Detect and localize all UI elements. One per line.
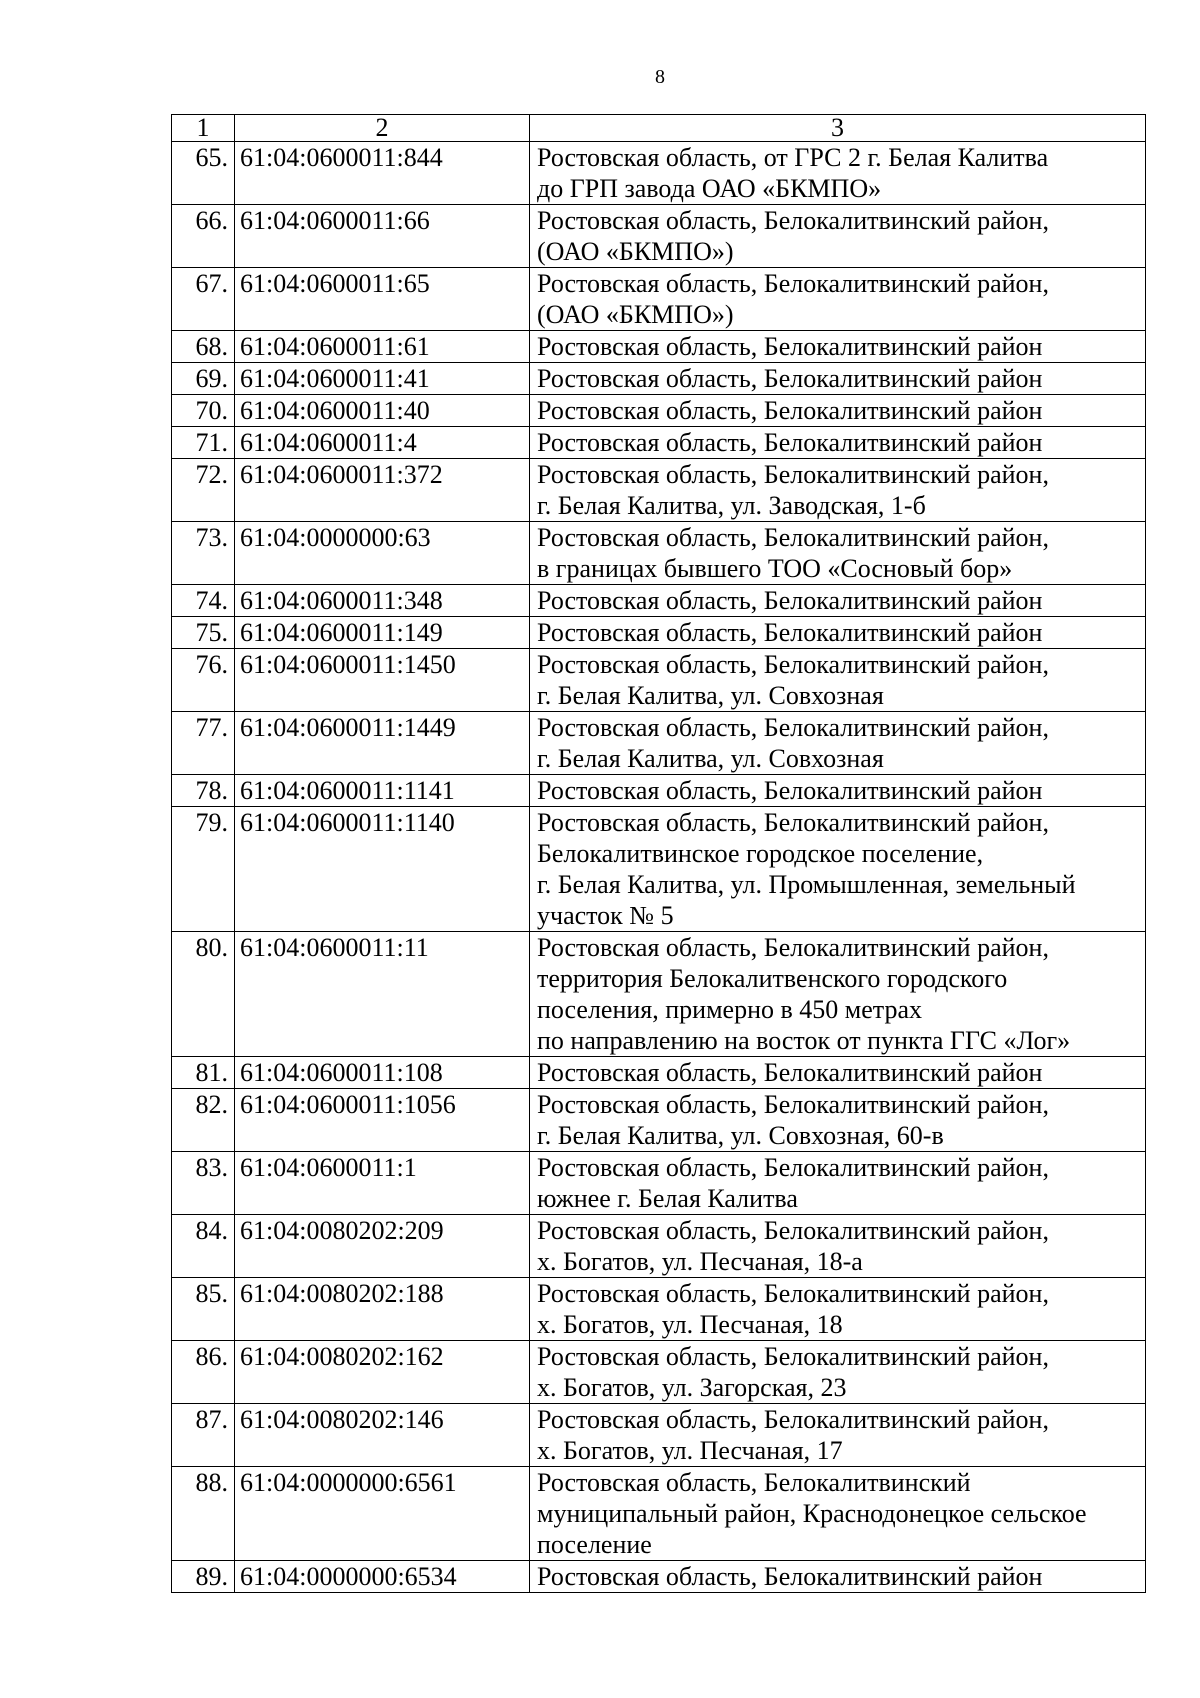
address-cell (530, 1341, 1146, 1404)
address-cell (530, 331, 1146, 363)
address-line: Ростовская область, Белокалитвинский район, (537, 933, 1049, 962)
address-cell (530, 427, 1146, 459)
cadastral-number: 61:04:0600011:40 (235, 395, 530, 427)
table-row (172, 1561, 1146, 1593)
address-cell (530, 932, 1146, 1057)
address-cell (530, 142, 1146, 205)
row-number: 68. (172, 331, 235, 363)
address-line: Ростовская область, Белокалитвинский район, (537, 1405, 1049, 1434)
address-line: Ростовская область, Белокалитвинский район (537, 396, 1043, 425)
row-number: 67. (172, 268, 235, 331)
table-row (172, 459, 1146, 522)
table-row (172, 268, 1146, 331)
table-row (172, 585, 1146, 617)
table-row (172, 363, 1146, 395)
row-number: 82. (172, 1089, 235, 1152)
address-line: г. Белая Калитва, ул. Промышленная, земельный (537, 870, 1076, 899)
row-number: 89. (172, 1561, 235, 1593)
table-row (172, 522, 1146, 585)
cadastral-number: 61:04:0600011:66 (235, 205, 530, 268)
row-number: 81. (172, 1057, 235, 1089)
cadastral-number: 61:04:0600011:4 (235, 427, 530, 459)
address-line: поселение (537, 1530, 652, 1559)
address-line: Ростовская область, Белокалитвинский район (537, 332, 1043, 361)
address-line: Ростовская область, Белокалитвинский район, (537, 713, 1049, 742)
row-number: 66. (172, 205, 235, 268)
address-cell (530, 1278, 1146, 1341)
table-row (172, 649, 1146, 712)
address-cell (530, 205, 1146, 268)
cadastral-number: 61:04:0080202:162 (235, 1341, 530, 1404)
address-line: Ростовская область, Белокалитвинский район (537, 776, 1043, 805)
address-line: Ростовская область, Белокалитвинский район, (537, 460, 1049, 489)
row-number: 77. (172, 712, 235, 775)
column-header-address: 3 (530, 115, 1146, 142)
address-line: г. Белая Калитва, ул. Совхозная (537, 681, 884, 710)
address-line: Ростовская область, Белокалитвинский район (537, 364, 1043, 393)
address-line: х. Богатов, ул. Песчаная, 17 (537, 1436, 843, 1465)
cadastral-number: 61:04:0600011:1141 (235, 775, 530, 807)
address-line: поселения, примерно в 450 метрах (537, 995, 922, 1024)
row-number: 75. (172, 617, 235, 649)
address-line: (ОАО «БКМПО») (537, 300, 734, 329)
table-row (172, 807, 1146, 932)
table-row (172, 617, 1146, 649)
address-line: х. Богатов, ул. Песчаная, 18 (537, 1310, 843, 1339)
cadastral-number: 61:04:0600011:348 (235, 585, 530, 617)
table-row (172, 395, 1146, 427)
row-number: 74. (172, 585, 235, 617)
table-row (172, 142, 1146, 205)
cadastral-number: 61:04:0600011:1140 (235, 807, 530, 932)
table-row (172, 1057, 1146, 1089)
column-header-cadastral-number: 2 (235, 115, 530, 142)
address-line: Ростовская область, Белокалитвинский район (537, 586, 1043, 615)
address-cell (530, 1057, 1146, 1089)
table-row (172, 205, 1146, 268)
address-line: в границах бывшего ТОО «Сосновый бор» (537, 554, 1013, 583)
cadastral-number: 61:04:0600011:844 (235, 142, 530, 205)
row-number: 86. (172, 1341, 235, 1404)
address-cell (530, 363, 1146, 395)
address-line: Ростовская область, Белокалитвинский район (537, 618, 1043, 647)
row-number: 65. (172, 142, 235, 205)
address-cell (530, 268, 1146, 331)
address-line: южнее г. Белая Калитва (537, 1184, 798, 1213)
address-line: х. Богатов, ул. Песчаная, 18-а (537, 1247, 863, 1276)
row-number: 87. (172, 1404, 235, 1467)
address-cell (530, 1404, 1146, 1467)
address-line: Ростовская область, Белокалитвинский район, (537, 269, 1049, 298)
address-line: Ростовская область, Белокалитвинский район (537, 428, 1043, 457)
table-row (172, 1278, 1146, 1341)
address-cell (530, 1561, 1146, 1593)
table-row (172, 1089, 1146, 1152)
row-number: 85. (172, 1278, 235, 1341)
address-cell (530, 522, 1146, 585)
address-line: Белокалитвинское городское поселение, (537, 839, 984, 868)
row-number: 84. (172, 1215, 235, 1278)
address-line: Ростовская область, от ГРС 2 г. Белая Калитва (537, 143, 1049, 172)
address-cell (530, 1089, 1146, 1152)
cadastral-number: 61:04:0080202:188 (235, 1278, 530, 1341)
cadastral-number: 61:04:0600011:65 (235, 268, 530, 331)
row-number: 69. (172, 363, 235, 395)
land-plot-table (171, 114, 1146, 1593)
table-row (172, 712, 1146, 775)
address-line: Ростовская область, Белокалитвинский район, (537, 206, 1049, 235)
cadastral-number: 61:04:0080202:209 (235, 1215, 530, 1278)
row-number: 80. (172, 932, 235, 1057)
address-line: Ростовская область, Белокалитвинский район (537, 1562, 1043, 1591)
table-row (172, 775, 1146, 807)
table-row (172, 1152, 1146, 1215)
cadastral-number: 61:04:0000000:63 (235, 522, 530, 585)
address-line: Ростовская область, Белокалитвинский район, (537, 1342, 1049, 1371)
address-line: Ростовская область, Белокалитвинский район, (537, 1153, 1049, 1182)
table-row (172, 1341, 1146, 1404)
table-row (172, 1215, 1146, 1278)
address-line: х. Богатов, ул. Загорская, 23 (537, 1373, 847, 1402)
row-number: 76. (172, 649, 235, 712)
address-line: Ростовская область, Белокалитвинский район, (537, 523, 1049, 552)
address-line: г. Белая Калитва, ул. Совхозная, 60-в (537, 1121, 944, 1150)
address-cell (530, 459, 1146, 522)
address-line: Ростовская область, Белокалитвинский район, (537, 1279, 1049, 1308)
column-header-number: 1 (172, 115, 235, 142)
address-line: (ОАО «БКМПО») (537, 237, 734, 266)
row-number: 70. (172, 395, 235, 427)
address-line: г. Белая Калитва, ул. Совхозная (537, 744, 884, 773)
cadastral-number: 61:04:0600011:1056 (235, 1089, 530, 1152)
cadastral-number: 61:04:0600011:61 (235, 331, 530, 363)
row-number: 88. (172, 1467, 235, 1561)
cadastral-number: 61:04:0600011:1450 (235, 649, 530, 712)
row-number: 78. (172, 775, 235, 807)
page-number: 8 (655, 66, 665, 88)
table-row (172, 331, 1146, 363)
address-cell (530, 1215, 1146, 1278)
address-line: до ГРП завода ОАО «БКМПО» (537, 174, 882, 203)
row-number: 72. (172, 459, 235, 522)
cadastral-number: 61:04:0080202:146 (235, 1404, 530, 1467)
cadastral-number: 61:04:0600011:149 (235, 617, 530, 649)
row-number: 83. (172, 1152, 235, 1215)
address-cell (530, 617, 1146, 649)
cadastral-number: 61:04:0000000:6561 (235, 1467, 530, 1561)
address-cell (530, 649, 1146, 712)
address-cell (530, 775, 1146, 807)
cadastral-number: 61:04:0600011:372 (235, 459, 530, 522)
address-line: Ростовская область, Белокалитвинский район (537, 1058, 1043, 1087)
table-body (172, 142, 1146, 1593)
address-cell (530, 712, 1146, 775)
address-cell (530, 1152, 1146, 1215)
address-line: г. Белая Калитва, ул. Заводская, 1-б (537, 491, 926, 520)
table-row (172, 932, 1146, 1057)
table-row (172, 427, 1146, 459)
cadastral-number: 61:04:0600011:1449 (235, 712, 530, 775)
address-line: Ростовская область, Белокалитвинский район, (537, 1090, 1049, 1119)
cadastral-number: 61:04:0600011:1 (235, 1152, 530, 1215)
address-line: муниципальный район, Краснодонецкое сельское (537, 1499, 1087, 1528)
table-header-row (172, 115, 1146, 142)
address-cell (530, 1467, 1146, 1561)
address-line: Ростовская область, Белокалитвинский район, (537, 808, 1049, 837)
address-line: Ростовская область, Белокалитвинский район, (537, 650, 1049, 679)
cadastral-number: 61:04:0600011:11 (235, 932, 530, 1057)
cadastral-number: 61:04:0600011:41 (235, 363, 530, 395)
address-line: участок № 5 (537, 901, 674, 930)
address-cell (530, 585, 1146, 617)
row-number: 71. (172, 427, 235, 459)
cadastral-number: 61:04:0600011:108 (235, 1057, 530, 1089)
address-line: Ростовская область, Белокалитвинский район, (537, 1216, 1049, 1245)
address-cell (530, 395, 1146, 427)
address-line: Ростовская область, Белокалитвинский (537, 1468, 971, 1497)
row-number: 73. (172, 522, 235, 585)
cadastral-number: 61:04:0000000:6534 (235, 1561, 530, 1593)
table-row (172, 1467, 1146, 1561)
table-row (172, 1404, 1146, 1467)
address-line: территория Белокалитвенского городского (537, 964, 1008, 993)
row-number: 79. (172, 807, 235, 932)
address-cell (530, 807, 1146, 932)
address-line: по направлению на восток от пункта ГГС «Лог» (537, 1026, 1071, 1055)
